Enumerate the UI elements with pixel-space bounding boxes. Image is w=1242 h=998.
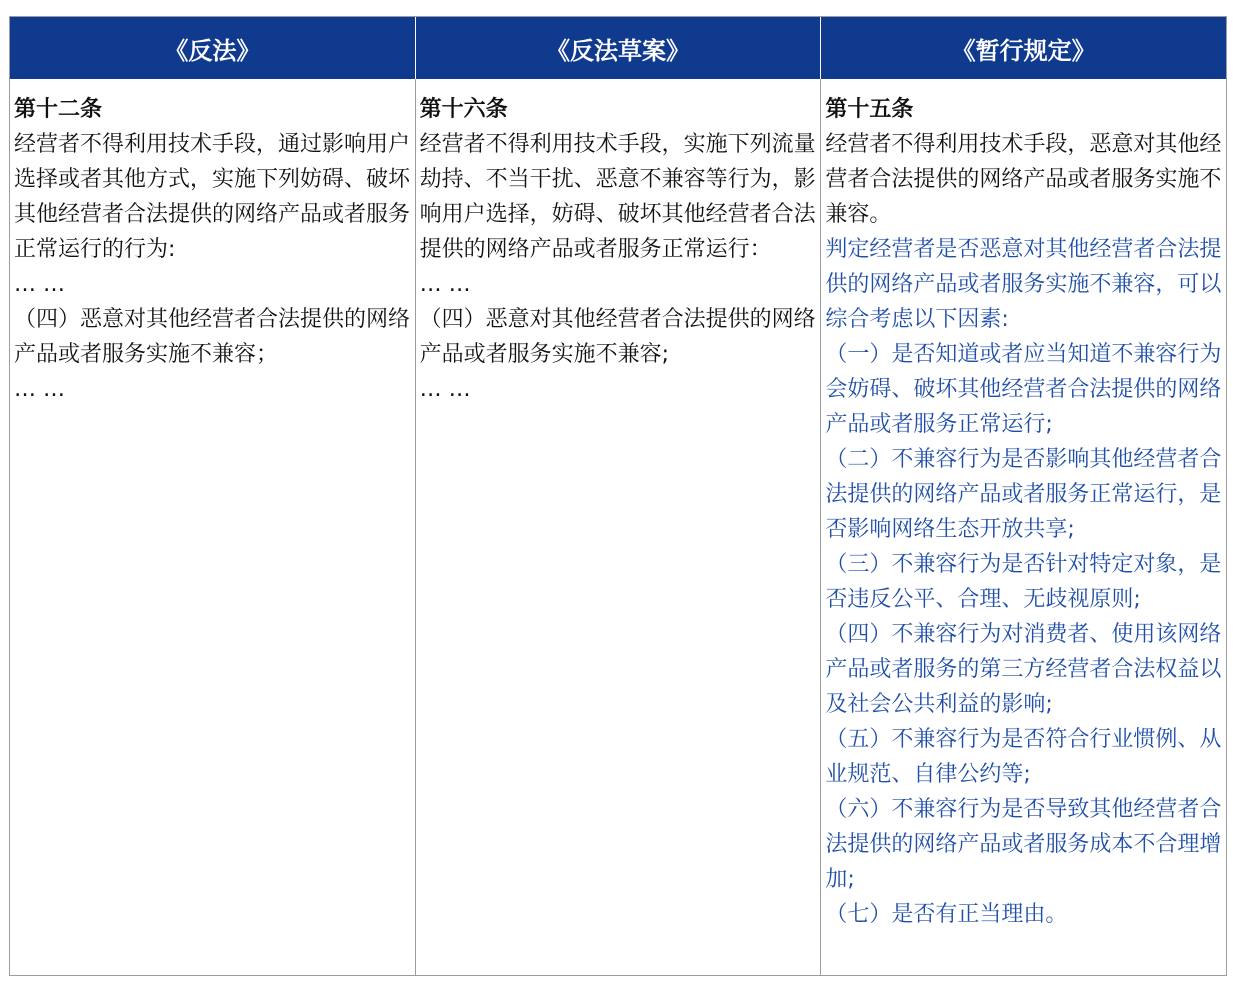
article-paragraph: 经营者不得利用技术手段，实施下列流量劫持、不当干扰、恶意不兼容等行为，影响用户选择，妨碍、破坏其他经营者合法提供的网络产品或者服务正常运行： xyxy=(419,132,816,262)
article-paragraph: 经营者不得利用技术手段，恶意对其他经营者合法提供的网络产品或者服务实施不兼容。 xyxy=(825,132,1222,227)
factor-item: （一）是否知道或者应当知道不兼容行为会妨碍、破坏其他经营者合法提供的网络产品或者服务正常运行; xyxy=(825,342,1222,437)
cell-draft-law xyxy=(416,79,822,975)
cell-interim-provisions xyxy=(821,79,1226,975)
article-item: （四）恶意对其他经营者合法提供的网络产品或者服务实施不兼容; xyxy=(419,307,816,367)
factor-item: （六）不兼容行为是否导致其他经营者合法提供的网络产品或者服务成本不合理增加; xyxy=(825,797,1222,892)
ellipsis: … … xyxy=(14,377,65,402)
article-title: 第十六条 xyxy=(419,97,508,122)
factor-item: （四）不兼容行为对消费者、使用该网络产品或者服务的第三方经营者合法权益以及社会公共利益的影响; xyxy=(825,622,1222,717)
cell-anti-unfair-competition-law xyxy=(10,79,416,975)
article-paragraph: 经营者不得利用技术手段，通过影响用户选择或者其他方式，实施下列妨碍、破坏其他经营者合法提供的网络产品或者服务正常运行的行为: xyxy=(14,132,411,262)
factor-item: （七）是否有正当理由。 xyxy=(825,902,1068,927)
ellipsis: … … xyxy=(419,272,471,297)
header-interim-provisions: 《暂行规定》 xyxy=(951,36,1096,65)
header-anti-unfair-competition-law: 《反法》 xyxy=(10,17,416,79)
ellipsis: … … xyxy=(419,377,471,402)
factor-item: （二）不兼容行为是否影响其他经营者合法提供的网络产品或者服务正常运行，是否影响网络生态开放共享; xyxy=(825,447,1222,542)
article-title: 第十二条 xyxy=(14,97,103,122)
highlighted-paragraph: 判定经营者是否恶意对其他经营者合法提供的网络产品或者服务实施不兼容，可以综合考虑以下因素: xyxy=(825,237,1222,332)
factor-item: （五）不兼容行为是否符合行业惯例、从业规范、自律公约等; xyxy=(825,727,1222,787)
ellipsis: … … xyxy=(14,272,65,297)
comparison-table xyxy=(9,16,1227,976)
table-header-row xyxy=(10,17,1226,79)
factor-item: （三）不兼容行为是否针对特定对象，是否违反公平、合理、无歧视原则; xyxy=(825,552,1222,612)
table-body-row xyxy=(10,79,1226,975)
header-draft-law: 《反法草案》 xyxy=(416,17,822,79)
article-title: 第十五条 xyxy=(825,97,914,122)
article-item: （四）恶意对其他经营者合法提供的网络产品或者服务实施不兼容； xyxy=(14,307,411,367)
